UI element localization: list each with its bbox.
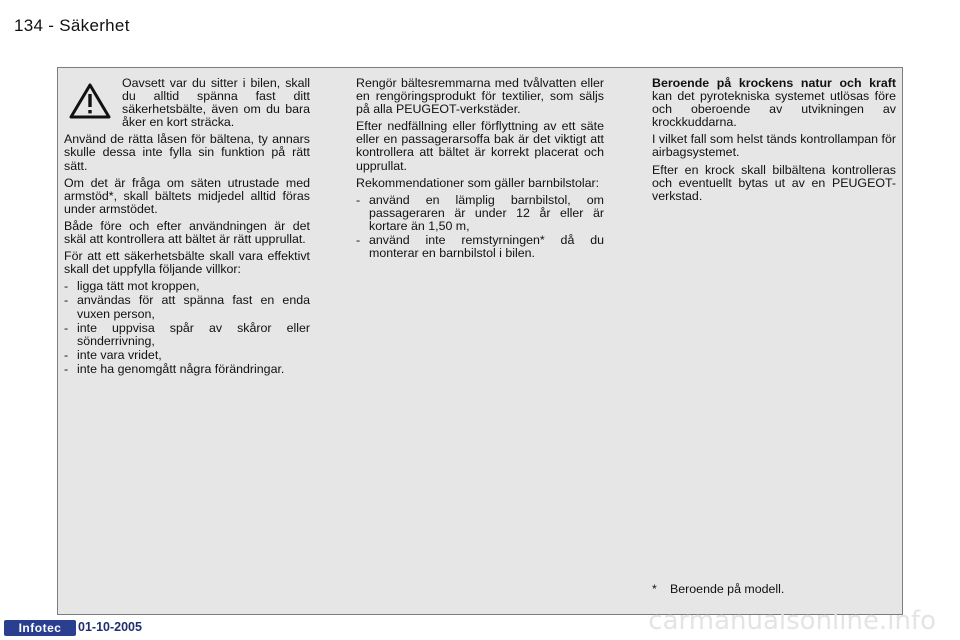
watermark: carmanualsonline.info <box>648 606 936 636</box>
content-panel <box>57 67 903 615</box>
paragraph: För att ett säkerhetsbälte skall vara effektivt skall det uppfylla följande villkor: <box>64 249 310 277</box>
belt-conditions-list <box>64 280 310 376</box>
footnote-text: Beroende på modell. <box>670 582 785 596</box>
paragraph: I vilket fall som helst tänds kontrollampan för airbagsystemet. <box>652 132 896 160</box>
warning-triangle-icon <box>64 77 122 123</box>
warning-paragraph <box>64 77 310 129</box>
paragraph: Rengör bältesremmarna med tvålvatten eller en rengöringsprodukt för textilier, som säljs på alla PEUGEOT-verkstäder. <box>356 76 604 117</box>
paragraph: Använd de rätta låsen för bältena, ty annars skulle dessa inte fylla sin funktion på rätt sätt. <box>64 132 310 173</box>
child-seat-list <box>356 194 604 260</box>
list-item: - använd en lämplig barnbilstol, om passageraren är under 12 år eller är kortare än 1,50 m, <box>356 194 604 233</box>
footnote <box>652 582 784 596</box>
column-2 <box>356 77 604 262</box>
list-item: - inte ha genomgått några förändringar. <box>64 363 310 376</box>
paragraph: Efter nedfällning eller förflyttning av ett säte eller en passagerarsoffa bak är det viktigt att kontrollera att bältet är korrekt placerat och upprullat. <box>356 119 604 173</box>
paragraph: Rekommendationer som gäller barnbilstolar: <box>356 175 600 190</box>
paragraph: Både före och efter användningen är det skäl att kontrollera att bältet är rätt upprullat. <box>64 218 310 247</box>
paragraph: Om det är fråga om säten utrustade med armstöd*, skall bältets midjedel alltid föras under armstödet. <box>64 175 310 216</box>
list-item: - använd inte remstyrningen* då du monterar en barnbilstol i bilen. <box>356 234 604 260</box>
list-item: - ligga tätt mot kroppen, <box>64 280 310 293</box>
footnote-star: * <box>652 582 657 596</box>
warning-text: Oavsett var du sitter i bilen, skall du alltid spänna fast ditt säkerhetsbälte, även om du bara åker en kort sträcka. <box>122 76 310 130</box>
footer-date: 01-10-2005 <box>78 620 142 634</box>
paragraph <box>652 77 896 129</box>
paragraph-rest: kan det pyrotekniska systemet utlösas före och oberoende av utvikningen av krockkuddarna. <box>652 89 896 130</box>
list-item: - inte vara vridet, <box>64 349 310 362</box>
list-item: - användas för att spänna fast en enda vuxen person, <box>64 294 310 320</box>
column-3 <box>652 77 896 207</box>
page-title: 134 - Säkerhet <box>14 16 130 35</box>
column-1 <box>64 77 310 378</box>
bold-lead: Beroende på krockens natur och kraft <box>652 76 896 90</box>
list-item: - inte uppvisa spår av skåror eller sönderrivning, <box>64 322 310 348</box>
paragraph: Efter en krock skall bilbältena kontrolleras och eventuellt bytas ut av en PEUGEOT-verkstad. <box>652 162 896 203</box>
infotec-logo: Infotec <box>4 620 76 636</box>
